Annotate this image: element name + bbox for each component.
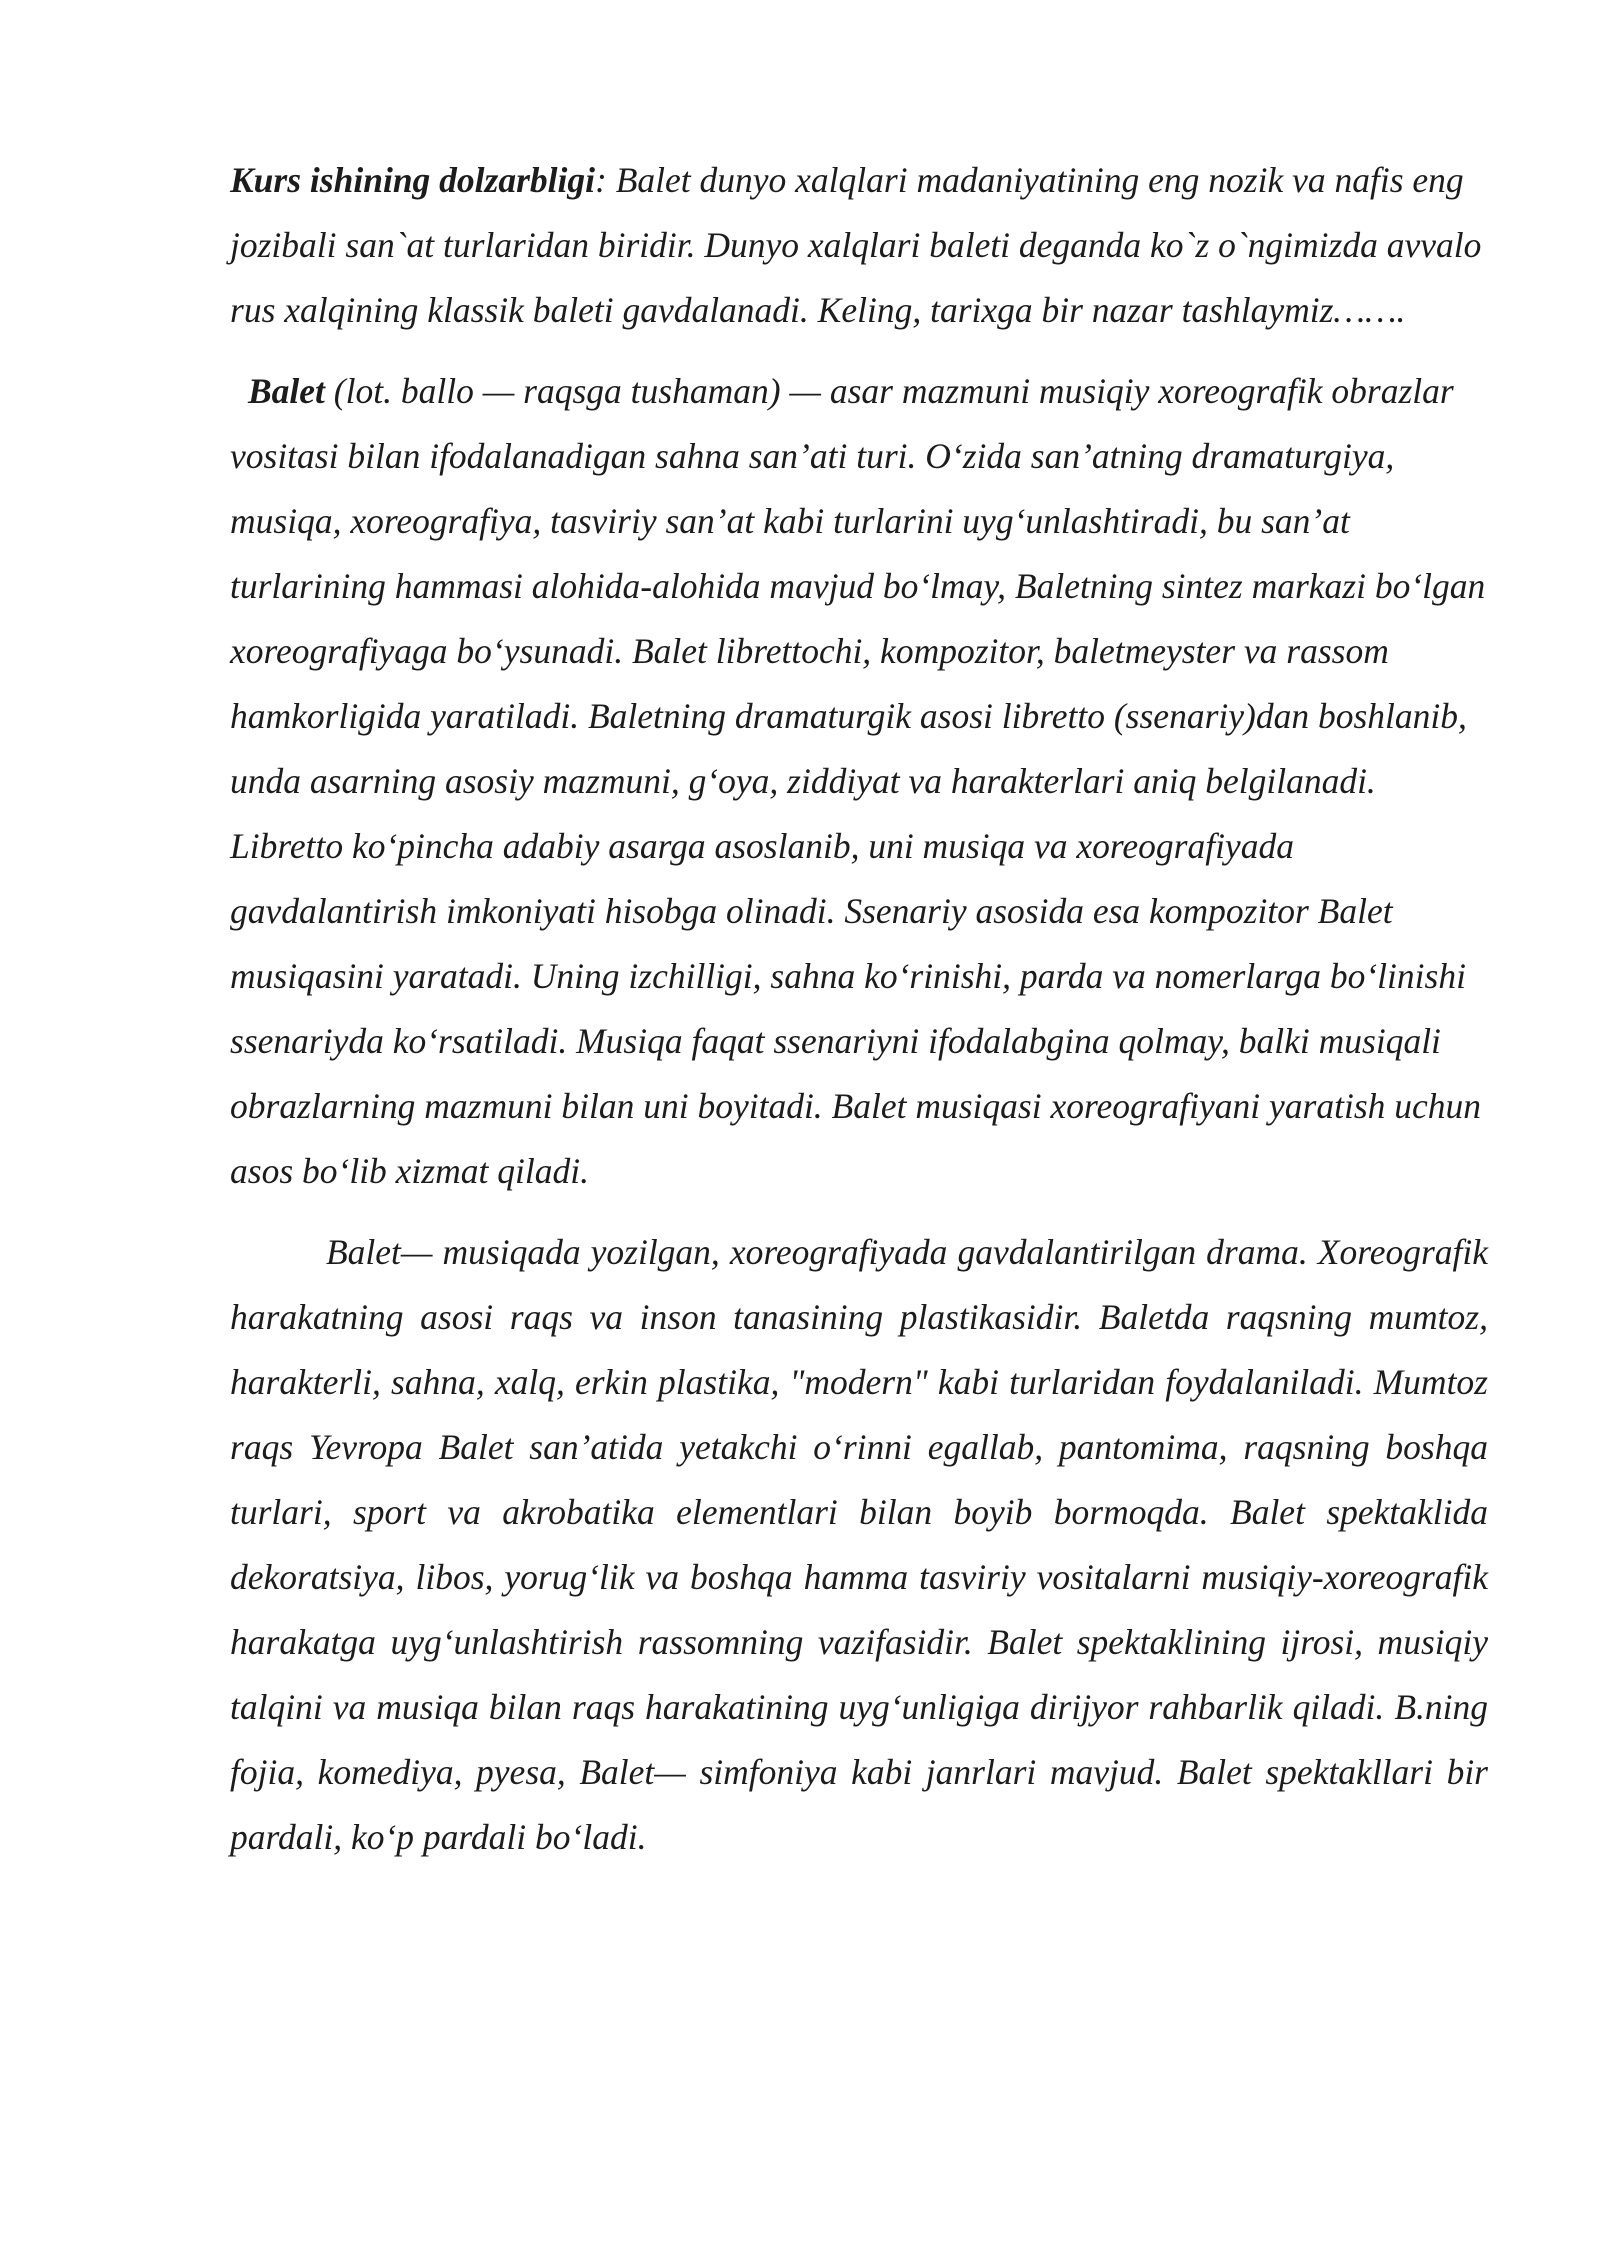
relevance-heading: Kurs ishining dolzarbligi — [230, 160, 596, 200]
paragraph-relevance — [230, 148, 1488, 343]
paragraph-ballet-definition — [230, 359, 1488, 1204]
ballet-term: Balet — [248, 371, 325, 411]
document-body — [230, 148, 1488, 1870]
ballet-drama-text: Balet— musiqada yozilgan, xoreografiyada gavdalantirilgan drama. Xoreografik harakatning asosi raqs va inson tanasining plastikasidir. Baletda raqsning mumtoz, harakterli, sahna, xalq, erkin plastika, "modern" kabi turlaridan foydalaniladi. Mumtoz raqs Yevropa Balet san’atida yetakchi o‘rinni egallab, pantomima, raqsning boshqa turlari, sport va akrobatika elementlari bilan boyib bormoqda. Balet spektaklida dekoratsiya, libos, yorug‘lik va boshqa hamma tasviriy vositalarni musiqiy-xoreografik harakatga uyg‘unlashtirish rassomning vazifasidir. Balet spektaklining ijrosi, musiqiy talqini va musiqa bilan raqs harakatining uyg‘unligiga dirijyor rahbarlik qiladi. B.ning fojia, komediya, pyesa, Balet— simfoniya kabi janrlari mavjud. Balet spektakllari bir pardali, ko‘p pardali bo‘ladi. — [230, 1232, 1488, 1857]
relevance-text: Balet dunyo xalqlari madaniyatining eng nozik va nafis eng jozibali san`at turlaridan biridir. Dunyo xalqlari baleti deganda ko`z o`ngimizda avvalo rus xalqining klassik baleti gavdalanadi. Keling, tarixga bir nazar tashlaymiz……. — [230, 160, 1482, 330]
heading-separator: : — [595, 160, 607, 200]
ballet-definition-text: (lot. ballo — raqsga tushaman) — asar mazmuni musiqiy xoreografik obrazlar vositasi bilan ifodalanadigan sahna san’ati turi. O‘zida san’atning dramaturgiya, musiqa, xoreografiya, tasviriy san’at kabi turlarini uyg‘unlashtiradi, bu san’at turlarining hammasi alohida-alohida mavjud bo‘lmay, Baletning sintez markazi bo‘lgan xoreografiyaga bo‘ysunadi. Balet librettochi, kompozitor, baletmeyster va rassom hamkorligida yaratiladi. Baletning dramaturgik asosi libretto (ssenariy)dan boshlanib, unda asarning asosiy mazmuni, g‘oya, ziddiyat va harakterlari aniq belgilanadi. Libretto ko‘pincha adabiy asarga asoslanib, uni musiqa va xoreografiyada gavdalantirish imkoniyati hisobga olinadi. Ssenariy asosida esa kompozitor Balet musiqasini yaratadi. Uning izchilligi, sahna ko‘rinishi, parda va nomerlarga bo‘linishi ssenariyda ko‘rsatiladi. Musiqa faqat ssenariyni ifodalabgina qolmay, balki musiqali obrazlarning mazmuni bilan uni boyitadi. Balet musiqasi xoreografiyani yaratish uchun asos bo‘lib xizmat qiladi. — [230, 371, 1486, 1191]
paragraph-ballet-drama — [230, 1220, 1488, 1870]
